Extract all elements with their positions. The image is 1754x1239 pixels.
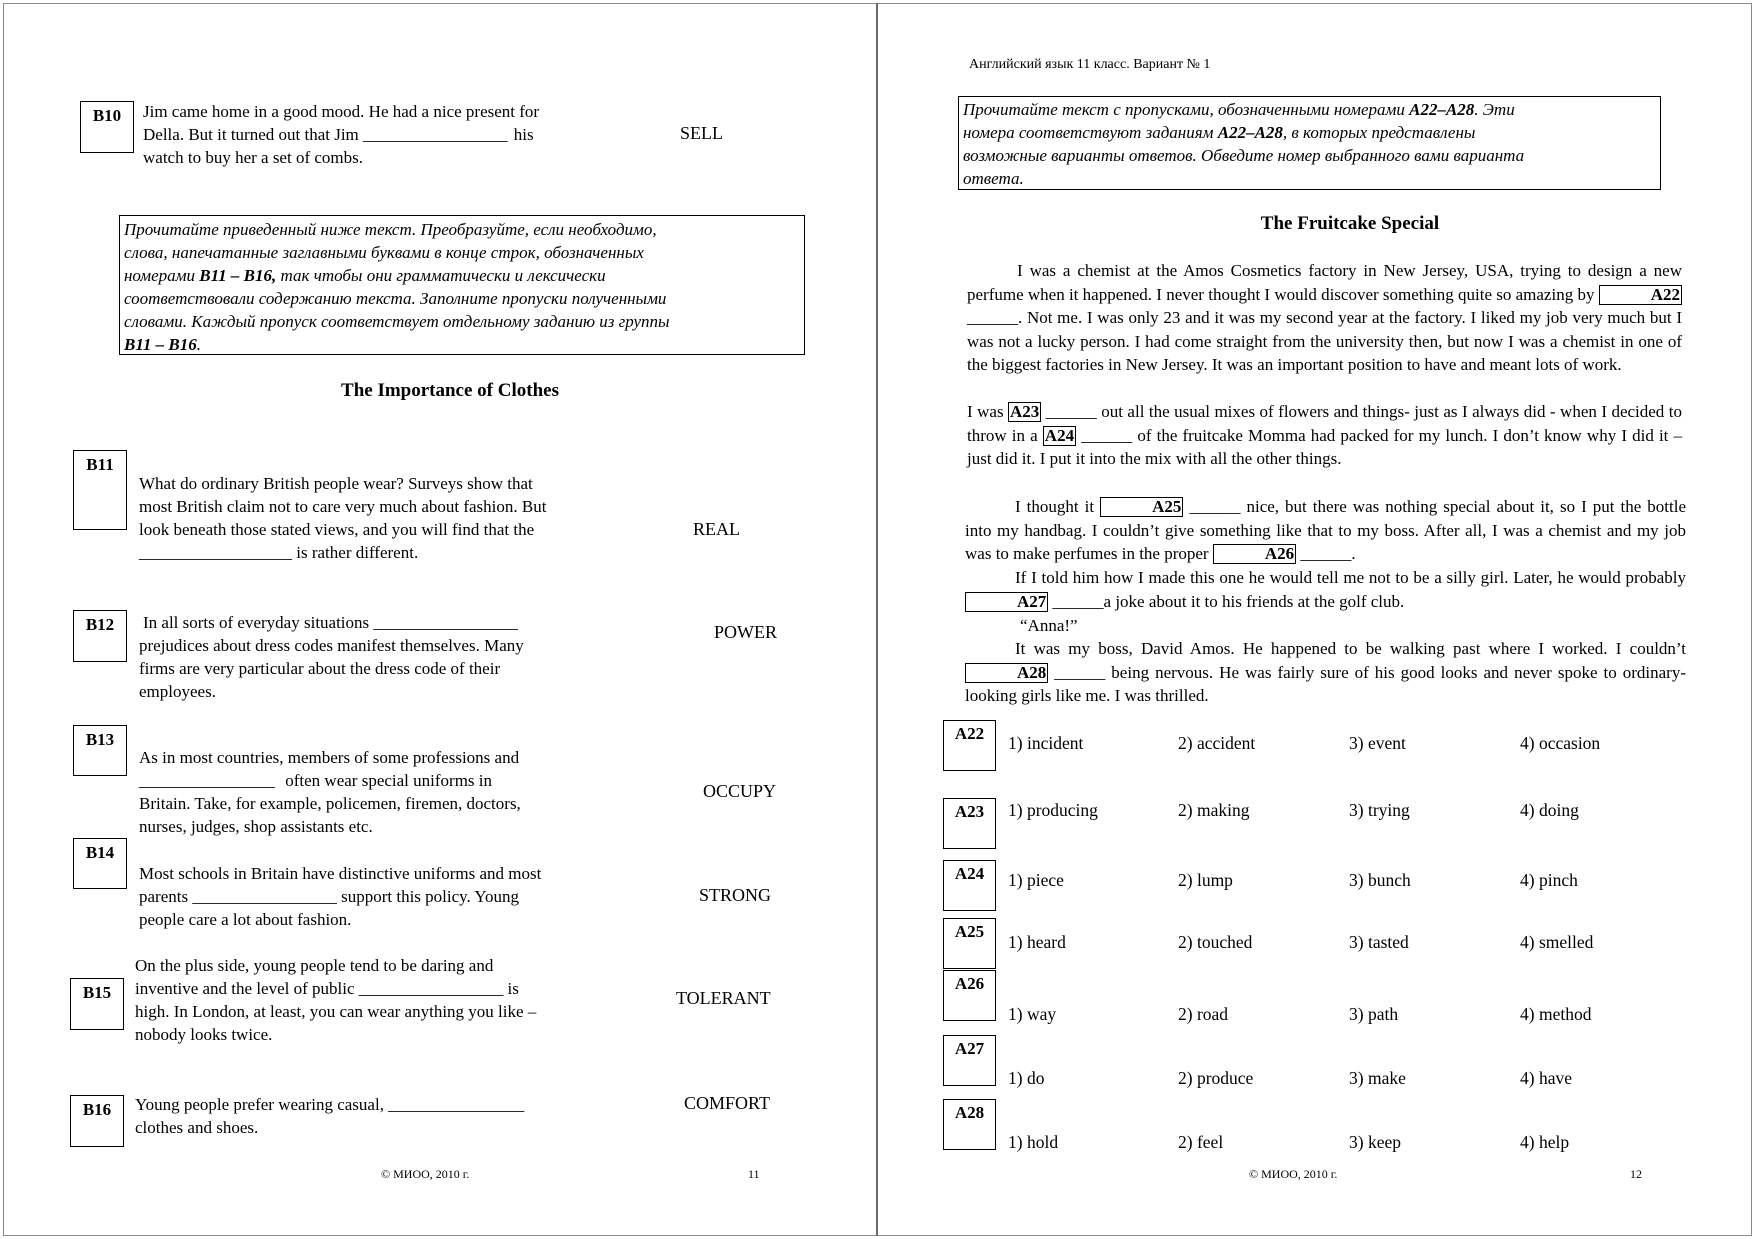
story-paragraph-1: I was a chemist at the Amos Cosmetics factory in New Jersey, USA, trying to design a new perfume when it happened. I never thought I would discover something quite so amazing by A22 ______. Not me. I was only 23 and it was my second year at the factory. I liked my job very much but I was not a lucky person. I had come straight from the university then, but now I was a chemist in one of the biggest factories in New Jersey. It was an important position to have and meant lots of work. xyxy=(967,261,1682,374)
b15-word: TOLERANT xyxy=(676,988,771,1008)
instruction-box-a22-a28 xyxy=(958,96,1661,190)
right-page-number: 12 xyxy=(1630,1167,1642,1181)
b14-line-3: people care a lot about fashion. xyxy=(139,910,352,929)
b16-line-1: Young people prefer wearing casual, ________________ xyxy=(135,1095,525,1114)
answer-option[interactable]: 2) accident xyxy=(1178,733,1256,753)
b14-line-2: parents _________________ support this policy. Young xyxy=(139,887,519,906)
b16-line-2: clothes and shoes. xyxy=(135,1118,259,1137)
b11-line-2: most British claim not to care very much about fashion. But xyxy=(139,497,547,516)
story-paragraph-5: “Anna!” xyxy=(1020,616,1078,635)
b13-line-3: Britain. Take, for example, policemen, firemen, doctors, xyxy=(139,794,521,813)
task-number-b14: B14 xyxy=(73,838,127,889)
text-title-fruitcake: The Fruitcake Special xyxy=(1260,213,1440,234)
b15-line-3: high. In London, at least, you can wear anything you like – xyxy=(135,1002,537,1021)
b11-line-1: What do ordinary British people wear? Surveys show that xyxy=(139,474,533,493)
instruction-line: слова, напечатанные заглавными буквами в конце строк, обозначенных xyxy=(124,243,644,262)
b10-line-1: Jim came home in a good mood. He had a nice present for xyxy=(143,102,540,121)
text-title-clothes: The Importance of Clothes xyxy=(341,380,559,401)
answer-option[interactable]: 3) make xyxy=(1349,1068,1406,1088)
gap-a24: A24 xyxy=(1044,425,1075,445)
answer-option[interactable]: 3) path xyxy=(1349,1004,1399,1024)
b13-line-1: As in most countries, members of some professions and xyxy=(139,748,520,767)
instruction-line: соответствовали содержанию текста. Заполните пропуски полученными xyxy=(124,289,667,308)
b15-line-1: On the plus side, young people tend to be daring and xyxy=(135,956,494,975)
b14-word: STRONG xyxy=(699,885,772,905)
running-header: Английский язык 11 класс. Вариант № 1 xyxy=(969,57,1211,72)
b11-line-4: __________________ is rather different. xyxy=(139,543,419,562)
story-paragraph-6: It was my boss, David Amos. He happened to be walking past where I worked. I couldn’t A28 ______ being nervous. He was fairly sure of his good looks and never spoke to ordinary- looking girls like me. I was thrilled. xyxy=(965,639,1686,705)
gap-a22: A22 xyxy=(1599,285,1682,305)
answer-option[interactable]: 1) do xyxy=(1008,1068,1045,1088)
answer-option[interactable]: 2) feel xyxy=(1178,1132,1224,1152)
question-number-box: A24 xyxy=(943,860,996,911)
gap-a25: A25 xyxy=(1100,497,1183,517)
answer-option[interactable]: 3) trying xyxy=(1349,800,1410,820)
instruction-line: словами. Каждый пропуск соответствует отдельному заданию из группы xyxy=(124,312,670,331)
answer-option[interactable]: 1) producing xyxy=(1008,800,1098,820)
task-number-b13: B13 xyxy=(73,725,127,776)
gap-a23: A23 xyxy=(1010,402,1040,421)
task-number-b16: B16 xyxy=(70,1095,124,1147)
answer-option[interactable]: 3) tasted xyxy=(1349,932,1409,952)
gap-a27: A27 xyxy=(965,592,1048,612)
instruction-line: номерами B11 – B16, так чтобы они грамматически и лексически xyxy=(124,266,606,285)
question-number-box: A28 xyxy=(943,1099,996,1150)
question-number-box: A23 xyxy=(943,798,996,849)
b11-line-3: look beneath those stated views, and you will find that the xyxy=(139,520,535,539)
b11-word: REAL xyxy=(693,519,740,539)
answer-option[interactable]: 1) way xyxy=(1008,1004,1057,1024)
instruction-line: номера соответствуют заданиям A22–A28, в которых представлены xyxy=(963,123,1476,142)
right-footer-copyright: © МИОО, 2010 г. xyxy=(1249,1167,1338,1181)
b15-line-2: inventive and the level of public _________________ is xyxy=(135,979,519,998)
answer-option[interactable]: 3) keep xyxy=(1349,1132,1401,1152)
answer-option[interactable]: 2) lump xyxy=(1178,870,1233,890)
b13-line-4: nurses, judges, shop assistants etc. xyxy=(139,817,373,836)
answer-option[interactable]: 2) making xyxy=(1178,800,1250,820)
b12-line-3: firms are very particular about the dress code of their xyxy=(139,659,501,678)
answer-option[interactable]: 4) pinch xyxy=(1520,870,1578,890)
b12-line-2: prejudices about dress codes manifest themselves. Many xyxy=(139,636,524,655)
instruction-box-b11-b16 xyxy=(119,215,805,355)
question-number-box: A27 xyxy=(943,1035,996,1086)
task-number-b11: B11 xyxy=(73,450,127,530)
instruction-line: ответа. xyxy=(963,169,1024,188)
task-number-b10: B10 xyxy=(80,101,134,153)
answer-option[interactable]: 1) piece xyxy=(1008,870,1064,890)
question-number-box: A22 xyxy=(943,720,996,771)
answer-option[interactable]: 4) smelled xyxy=(1520,932,1594,952)
left-page-number: 11 xyxy=(748,1167,760,1181)
answer-option[interactable]: 1) hold xyxy=(1008,1132,1059,1152)
question-number-box: A26 xyxy=(943,970,996,1021)
b13-line-2: ________________ often wear special uniforms in xyxy=(139,771,493,790)
answer-option[interactable]: 4) have xyxy=(1520,1068,1572,1088)
answer-option[interactable]: 4) help xyxy=(1520,1132,1570,1152)
answer-option[interactable]: 2) touched xyxy=(1178,932,1253,952)
story-paragraph-4: If I told him how I made this one he would tell me not to be a silly girl. Later, he would probably A27 ______a joke about it to his friends at the golf club. xyxy=(965,566,1686,613)
b10-line-3: watch to buy her a set of combs. xyxy=(143,148,363,167)
left-footer-copyright: © МИОО, 2010 г. xyxy=(381,1167,470,1181)
answer-option[interactable]: 1) incident xyxy=(1008,733,1084,753)
b13-word: OCCUPY xyxy=(703,781,777,801)
answer-option[interactable]: 2) produce xyxy=(1178,1068,1254,1088)
answer-option[interactable]: 1) heard xyxy=(1008,932,1066,952)
instruction-line: B11 – B16. xyxy=(124,335,201,354)
gap-a28: A28 xyxy=(965,663,1048,683)
page-spine xyxy=(876,3,878,1236)
answer-option[interactable]: 4) method xyxy=(1520,1004,1592,1024)
story-paragraph-3: I thought it A25 ______ nice, but there was nothing special about it, so I put the bottle into my handbag. I couldn’t give something like that to my boss. After all, I was a chemist and my job was to make perfumes in the proper A26 ______. xyxy=(965,497,1687,563)
b10-word: SELL xyxy=(680,123,723,143)
gap-a26: A26 xyxy=(1213,544,1296,564)
b10-line-2: Della. But it turned out that Jim _________________ his xyxy=(143,125,534,144)
instruction-line: Прочитайте текст с пропусками, обозначенными номерами A22–A28. Эти xyxy=(963,100,1515,119)
b16-word: COMFORT xyxy=(684,1093,770,1113)
b15-line-4: nobody looks twice. xyxy=(135,1025,273,1044)
task-number-b12: B12 xyxy=(73,610,127,662)
answer-option[interactable]: 3) bunch xyxy=(1349,870,1411,890)
answer-option[interactable]: 4) occasion xyxy=(1520,733,1601,753)
task-number-b15: B15 xyxy=(70,978,124,1030)
instruction-line: возможные варианты ответов. Обведите номер выбранного вами варианта xyxy=(963,146,1525,165)
answer-option[interactable]: 4) doing xyxy=(1520,800,1579,820)
answer-option[interactable]: 2) road xyxy=(1178,1004,1229,1024)
story-paragraph-2: I was A23 ______ out all the usual mixes of flowers and things- just as I always did - when I decided to throw in a A24 ______ of the fruitcake Momma had packed for my lunch. I don’t know why I did it –just did it. I put it into the mix with all the other things. xyxy=(967,402,1683,468)
instruction-line: Прочитайте приведенный ниже текст. Преобразуйте, если необходимо, xyxy=(124,220,657,239)
b12-word: POWER xyxy=(714,622,777,642)
b12-line-4: employees. xyxy=(139,682,216,701)
b12-line-1: In all sorts of everyday situations _________________ xyxy=(143,613,518,632)
question-number-box: A25 xyxy=(943,918,996,969)
b14-line-1: Most schools in Britain have distinctive uniforms and most xyxy=(139,864,542,883)
answer-option[interactable]: 3) event xyxy=(1349,733,1406,753)
